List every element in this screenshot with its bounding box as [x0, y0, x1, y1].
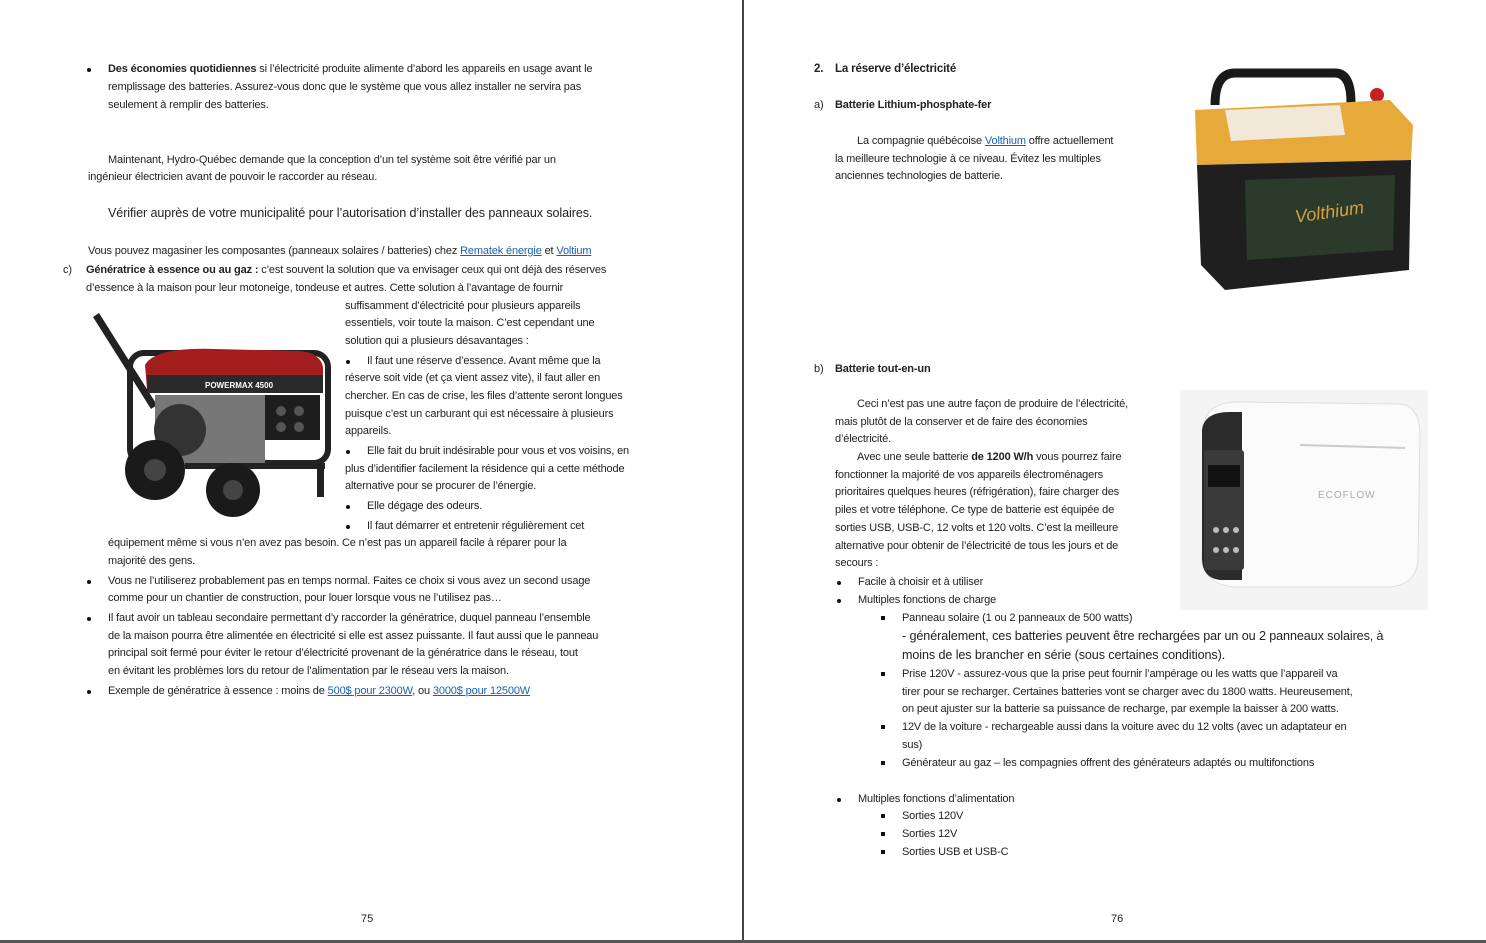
- paragraph-line: prioritaires quelques heures (réfrigération), faire charger des: [835, 486, 1120, 498]
- paragraph-line: [88, 244, 591, 258]
- list-item: Panneau solaire (1 ou 2 panneaux de 500 watts): [902, 612, 1133, 624]
- text: , ou: [412, 685, 433, 697]
- bullet-icon: [837, 599, 841, 603]
- paragraph-line: ingénieur électricien avant de pouvoir le raccorder au réseau.: [88, 171, 378, 183]
- list-marker: c): [63, 264, 72, 276]
- paragraph-line: [108, 62, 592, 76]
- paragraph-line: Elle dégage des odeurs.: [367, 500, 483, 512]
- paragraph-line: mais plutôt de la conserver et de faire des économies: [835, 416, 1088, 428]
- ecoflow-brand: ECOFLOW: [1318, 490, 1376, 501]
- text: et: [541, 245, 557, 257]
- bullet-icon: [346, 360, 350, 364]
- paragraph-line: - généralement, ces batteries peuvent être rechargées par un ou 2 panneaux solaires, à: [902, 629, 1384, 643]
- paragraph-line: fonctionner la majorité de vos appareils électroménagers: [835, 469, 1103, 481]
- bold-text: de 1200 W/h: [971, 451, 1034, 463]
- square-bullet-icon: [881, 832, 885, 836]
- list-marker: b): [814, 363, 824, 375]
- bullet-icon: [87, 690, 91, 694]
- list-item: Sorties USB et USB-C: [902, 846, 1009, 858]
- paragraph-line: Vous ne l’utiliserez probablement pas en temps normal. Faites ce choix si vous avez un second usage: [108, 575, 591, 587]
- paragraph-line: sorties USB, USB-C, 12 volts et 120 volts. C’est la meilleure: [835, 522, 1119, 534]
- paragraph-line: secours :: [835, 557, 879, 569]
- subsection-title: Batterie tout-en-un: [835, 363, 931, 375]
- verify-notice: Vérifier auprès de votre municipalité pour l’autorisation d’installer des panneaux solaires.: [108, 206, 593, 220]
- bullet-icon: [87, 68, 91, 72]
- link-rematek[interactable]: Rematek énergie: [460, 245, 542, 257]
- paragraph-line: majorité des gens.: [108, 555, 196, 567]
- paragraph-line: appareils.: [345, 425, 392, 437]
- page-number: 76: [1111, 913, 1124, 925]
- paragraph-line: plus d’identifier facilement la résidence qui a cette méthode: [345, 463, 625, 475]
- paragraph-line: solution qui a plusieurs désavantages :: [345, 335, 529, 347]
- paragraph-line: puisque c’est un carburant qui est nécessaire à plusieurs: [345, 408, 614, 420]
- paragraph-line: équipement même si vous n’en avez pas besoin. Ce n’est pas un appareil facile à réparer pour la: [108, 537, 567, 549]
- paragraph-line: Il faut avoir un tableau secondaire permettant d’y raccorder la génératrice, duquel panneau l’ensemble: [108, 612, 591, 624]
- paragraph-line: [857, 450, 1121, 464]
- bullet-icon: [346, 450, 350, 454]
- ecoflow-battery-image: [1180, 390, 1428, 610]
- square-bullet-icon: [881, 672, 885, 676]
- paragraph-line: Maintenant, Hydro-Québec demande que la conception d’un tel système soit être vérifié par un: [108, 154, 556, 166]
- section-number: 2.: [814, 63, 824, 75]
- bullet-icon: [87, 617, 91, 621]
- page-75: [0, 0, 742, 941]
- square-bullet-icon: [881, 850, 885, 854]
- square-bullet-icon: [881, 761, 885, 765]
- text: c’est souvent la solution que va envisager ceux qui ont déjà des réserves: [258, 264, 607, 276]
- square-bullet-icon: [881, 814, 885, 818]
- text: Avec une seule batterie: [857, 451, 972, 463]
- list-item: Multiples fonctions d’alimentation: [858, 793, 1015, 805]
- paragraph-line: tirer pour se recharger. Certaines batteries vont se charger avec du 1800 watts. Heureusement,: [902, 686, 1353, 698]
- bullet-icon: [346, 505, 350, 509]
- paragraph-line: [86, 263, 606, 277]
- text: Vous pouvez magasiner les composantes (panneaux solaires / batteries) chez: [88, 245, 461, 257]
- link-generator-3000[interactable]: 3000$ pour 12500W: [432, 685, 531, 697]
- paragraph-line: essentiels, voir toute la maison. C’est cependant une: [345, 317, 595, 329]
- text: offre actuellement: [1025, 135, 1114, 147]
- paragraph-line: moins de les brancher en série (sous certaines conditions).: [902, 648, 1226, 662]
- text: si l’électricité produite alimente d’abord les appareils en usage avant le: [256, 63, 593, 75]
- text: La compagnie québécoise: [857, 135, 985, 147]
- page-76: [744, 0, 1486, 941]
- paragraph-line: de la maison pourra être alimentée en électricité si elle est assez puissante. Il faut aussi que le panneau: [108, 630, 599, 642]
- list-item: Facile à choisir et à utiliser: [858, 576, 984, 588]
- paragraph-line: alternative pour obtenir de l’électricité de tous les jours et de: [835, 540, 1119, 552]
- text: Exemple de génératrice à essence : moins de: [108, 685, 328, 697]
- paragraph-line: Ceci n’est pas une autre façon de produire de l’électricité,: [857, 398, 1129, 410]
- paragraph-line: anciennes technologies de batterie.: [835, 170, 1003, 182]
- generator-brand: POWERMAX 4500: [205, 381, 274, 390]
- paragraph-line: sus): [902, 739, 923, 751]
- paragraph-line: d’électricité.: [835, 433, 891, 445]
- section-title: La réserve d’électricité: [835, 63, 957, 75]
- paragraph-line: [108, 684, 530, 698]
- paragraph-line: Il faut démarrer et entretenir régulièrement cet: [367, 520, 585, 532]
- paragraph-line: comme pour un chantier de construction, pour louer lorsque vous ne l’utilisez pas…: [108, 592, 502, 604]
- paragraph-line: en évitant les problèmes lors du retour de l’alimentation par le réseau vers la maison.: [108, 665, 509, 677]
- square-bullet-icon: [881, 616, 885, 620]
- battery-brand: Volthium: [1293, 197, 1366, 227]
- generator-image: [85, 305, 335, 520]
- bullet-icon: [837, 798, 841, 802]
- bullet-icon: [346, 525, 350, 529]
- paragraph-line: seulement à remplir des batteries.: [108, 99, 269, 111]
- list-item: Sorties 120V: [902, 810, 964, 822]
- link-voltium[interactable]: Voltium: [556, 245, 592, 257]
- battery-image: [1165, 65, 1425, 295]
- list-item: Prise 120V - assurez-vous que la prise peut fournir l’ampérage ou les watts que l’appareil va: [902, 668, 1338, 680]
- link-volthium[interactable]: Volthium: [984, 135, 1026, 147]
- paragraph-line: réserve soit vide (et ça vient assez vite), il faut aller en: [345, 372, 601, 384]
- paragraph-line: [857, 134, 1113, 148]
- list-item: Multiples fonctions de charge: [858, 594, 997, 606]
- subsection-title: Batterie Lithium-phosphate-fer: [835, 99, 992, 111]
- paragraph-line: Il faut une réserve d’essence. Avant même que la: [367, 355, 601, 367]
- paragraph-line: chercher. En cas de crise, les files d’attente seront longues: [345, 390, 623, 402]
- link-generator-500[interactable]: 500$ pour 2300W: [327, 685, 413, 697]
- paragraph-line: suffisamment d’électricité pour plusieurs appareils: [345, 300, 581, 312]
- paragraph-line: on peut ajuster sur la batterie sa puissance de recharge, par exemple la baisser à 200 watts.: [902, 703, 1339, 715]
- paragraph-line: d’essence à la maison pour leur motoneige, tondeuse et autres. Cette solution à l’avantage de fournir: [86, 282, 564, 294]
- section-heading: Génératrice à essence ou au gaz :: [86, 264, 259, 276]
- list-item: Sorties 12V: [902, 828, 958, 840]
- list-item: Générateur au gaz – les compagnies offrent des générateurs adaptés ou multifonctions: [902, 757, 1315, 769]
- bold-text: Des économies quotidiennes: [108, 63, 257, 75]
- square-bullet-icon: [881, 725, 885, 729]
- paragraph-line: Elle fait du bruit indésirable pour vous et vos voisins, en: [367, 445, 630, 457]
- bullet-icon: [837, 581, 841, 585]
- paragraph-line: piles et votre téléphone. Ce type de batterie est équipée de: [835, 504, 1115, 516]
- list-marker: a): [814, 99, 824, 111]
- list-item: 12V de la voiture - rechargeable aussi dans la voiture avec du 12 volts (avec un adaptateur en: [902, 721, 1347, 733]
- paragraph-line: alternative pour se procurer de l’énergie.: [345, 480, 537, 492]
- paragraph-line: principal soit fermé pour éviter le retour d’électricité provenant de la génératrice dans le réseau, tout: [108, 647, 578, 659]
- page-number: 75: [361, 913, 374, 925]
- paragraph-line: remplissage des batteries. Assurez-vous donc que le système que vous allez installer ne servira pas: [108, 81, 582, 93]
- paragraph-line: la meilleure technologie à ce niveau. Évitez les multiples: [835, 153, 1101, 165]
- bullet-icon: [87, 580, 91, 584]
- text: vous pourrez faire: [1033, 451, 1122, 463]
